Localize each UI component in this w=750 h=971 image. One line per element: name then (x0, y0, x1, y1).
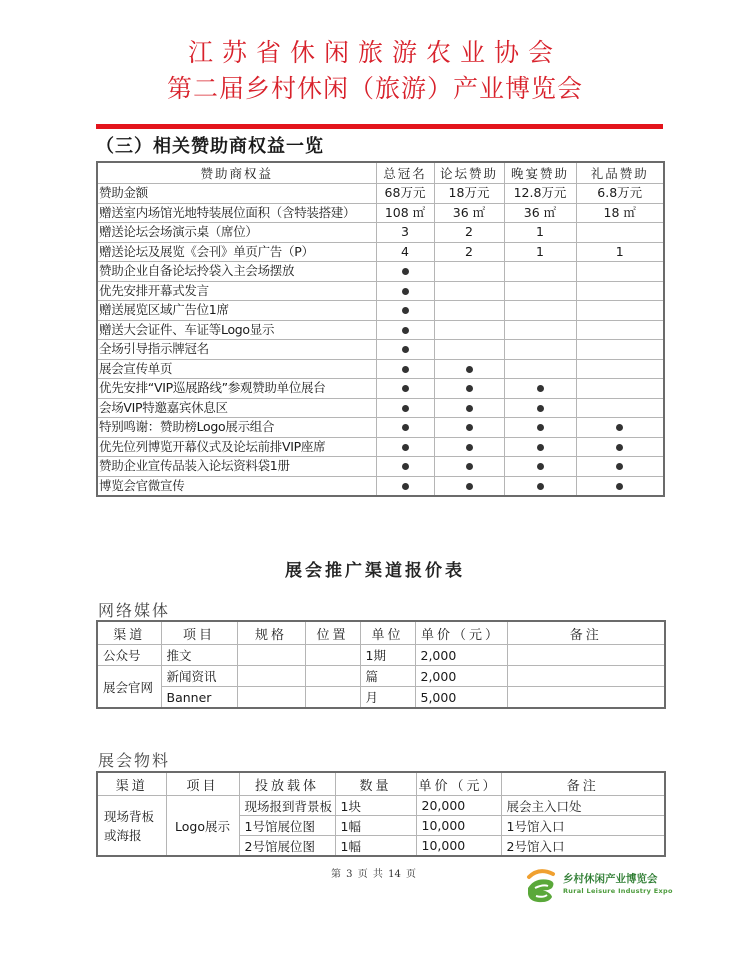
benefit-value: 18万元 (434, 184, 504, 204)
col-header-carrier: 投放载体 (239, 772, 335, 796)
cell-note: 展会主入口处 (501, 796, 665, 816)
cell-item: 推文 (161, 645, 237, 666)
cell-carrier: 现场报到背景板 (239, 796, 335, 816)
cell-price: 10,000 (416, 836, 501, 857)
benefit-included (376, 437, 434, 457)
cell-channel: 现场背板或海报 (97, 796, 166, 857)
benefit-included (376, 418, 434, 438)
benefit-value: 108 ㎡ (376, 203, 434, 223)
col-header-unit: 单位 (360, 621, 415, 645)
cell-unit: 篇 (360, 666, 415, 687)
benefit-value (576, 301, 664, 321)
col-header-note: 备注 (507, 621, 665, 645)
cell-note: 1号馆入口 (501, 816, 665, 836)
table-row (97, 320, 664, 340)
benefit-value (576, 320, 664, 340)
bullet-dot-icon (402, 366, 409, 373)
benefit-value (576, 340, 664, 360)
bullet-dot-icon (466, 385, 473, 392)
benefit-value (576, 398, 664, 418)
benefit-included (376, 262, 434, 282)
bullet-dot-icon (402, 405, 409, 412)
table-row (97, 340, 664, 360)
pricing-title: 展会推广渠道报价表 (285, 561, 465, 581)
benefit-included (434, 476, 504, 496)
logo-text-cn: 乡村休闲产业博览会 (563, 873, 658, 885)
table-header-row (97, 162, 664, 184)
benefit-value: 68万元 (376, 184, 434, 204)
benefit-label: 赠送大会证件、车证等Logo显示 (97, 320, 376, 340)
cell-position (305, 645, 360, 666)
bullet-dot-icon (537, 385, 544, 392)
expo-logo-icon (525, 868, 561, 904)
table-row (97, 262, 664, 282)
cell-quantity: 1幅 (335, 836, 416, 857)
benefit-value (576, 223, 664, 243)
col-header-gift-sponsor: 礼品赞助 (576, 162, 664, 184)
benefit-included (576, 457, 664, 477)
cell-carrier: 2号馆展位图 (239, 836, 335, 857)
cell-channel: 公众号 (97, 645, 161, 666)
bullet-dot-icon (402, 385, 409, 392)
bullet-dot-icon (466, 405, 473, 412)
benefit-label: 赞助企业宣传品装入论坛资料袋1册 (97, 457, 376, 477)
benefit-value (576, 379, 664, 399)
bullet-dot-icon (402, 346, 409, 353)
cell-quantity: 1幅 (335, 816, 416, 836)
benefit-label: 会场VIP特邀嘉宾休息区 (97, 398, 376, 418)
benefit-value (434, 281, 504, 301)
table-row (97, 398, 664, 418)
bullet-dot-icon (616, 444, 623, 451)
col-header-price: 单价（元） (415, 621, 507, 645)
benefit-included (576, 418, 664, 438)
benefit-value: 12.8万元 (504, 184, 576, 204)
benefit-label: 优先安排开幕式发言 (97, 281, 376, 301)
benefit-included (504, 476, 576, 496)
benefit-included (504, 457, 576, 477)
benefit-included (376, 457, 434, 477)
benefit-included (576, 476, 664, 496)
bullet-dot-icon (466, 463, 473, 470)
materials-heading: 展会物料 (98, 751, 171, 770)
bullet-dot-icon (402, 288, 409, 295)
col-header-forum-sponsor: 论坛赞助 (434, 162, 504, 184)
table-row (97, 281, 664, 301)
bullet-dot-icon (537, 483, 544, 490)
benefit-value (434, 262, 504, 282)
bullet-dot-icon (402, 327, 409, 334)
benefit-label: 赞助金额 (97, 184, 376, 204)
benefit-included (376, 340, 434, 360)
table-row (97, 379, 664, 399)
table-row (97, 476, 664, 496)
online-media-heading: 网络媒体 (98, 601, 171, 620)
benefit-value: 1 (504, 242, 576, 262)
bullet-dot-icon (466, 444, 473, 451)
benefit-label: 博览会官微宣传 (97, 476, 376, 496)
benefit-value: 18 ㎡ (576, 203, 664, 223)
benefit-value (504, 359, 576, 379)
cell-spec (237, 645, 305, 666)
bullet-dot-icon (466, 366, 473, 373)
table-row (97, 242, 664, 262)
table-row (97, 359, 664, 379)
benefit-value: 1 (504, 223, 576, 243)
benefit-included (376, 476, 434, 496)
col-header-quantity: 数量 (335, 772, 416, 796)
cell-note (507, 687, 665, 709)
benefit-included (376, 301, 434, 321)
col-header-price: 单价（元） (416, 772, 501, 796)
page-number: 第 3 页 共 14 页 (331, 869, 416, 880)
benefit-value (504, 262, 576, 282)
benefit-label: 赞助企业自备论坛拎袋入主会场摆放 (97, 262, 376, 282)
benefit-value (504, 301, 576, 321)
online-media-table (96, 620, 666, 709)
benefit-value: 3 (376, 223, 434, 243)
benefit-included (376, 398, 434, 418)
benefit-value (434, 340, 504, 360)
sponsor-benefits-table (96, 161, 665, 497)
col-header-title-sponsor: 总冠名 (376, 162, 434, 184)
cell-price: 2,000 (415, 666, 507, 687)
benefit-included (504, 418, 576, 438)
benefit-included (504, 379, 576, 399)
cell-position (305, 666, 360, 687)
cell-carrier: 1号馆展位图 (239, 816, 335, 836)
benefit-value: 1 (576, 242, 664, 262)
table-row (97, 796, 665, 816)
col-header-note: 备注 (501, 772, 665, 796)
bullet-dot-icon (537, 463, 544, 470)
cell-item: Logo展示 (166, 796, 239, 857)
table-row (97, 203, 664, 223)
table-row (97, 223, 664, 243)
benefit-value: 4 (376, 242, 434, 262)
benefit-included (434, 359, 504, 379)
header-divider (96, 124, 663, 129)
bullet-dot-icon (402, 483, 409, 490)
sponsor-section-heading: （三）相关赞助商权益一览 (96, 136, 324, 157)
org-title: 江苏省休闲旅游农业协会 (187, 38, 562, 67)
col-header-item: 项目 (161, 621, 237, 645)
bullet-dot-icon (402, 463, 409, 470)
table-row (97, 301, 664, 321)
col-header-position: 位置 (305, 621, 360, 645)
benefit-value: 36 ㎡ (504, 203, 576, 223)
benefit-value (576, 359, 664, 379)
bullet-dot-icon (402, 268, 409, 275)
benefit-included (434, 398, 504, 418)
benefit-label: 全场引导指示牌冠名 (97, 340, 376, 360)
cell-unit: 1期 (360, 645, 415, 666)
benefit-value: 36 ㎡ (434, 203, 504, 223)
bullet-dot-icon (616, 424, 623, 431)
benefit-label: 特别鸣谢：赞助榜Logo展示组合 (97, 418, 376, 438)
bullet-dot-icon (466, 424, 473, 431)
bullet-dot-icon (616, 483, 623, 490)
benefit-value (504, 281, 576, 301)
materials-table (96, 771, 666, 857)
benefit-included (434, 437, 504, 457)
benefit-label: 赠送室内场馆光地特装展位面积（含特装搭建） (97, 203, 376, 223)
table-row (97, 418, 664, 438)
table-header-row (97, 772, 665, 796)
bullet-dot-icon (537, 444, 544, 451)
benefit-included (376, 320, 434, 340)
benefit-label: 赠送论坛及展览《会刊》单页广告（P） (97, 242, 376, 262)
cell-spec (237, 687, 305, 709)
table-row (97, 666, 665, 687)
benefit-included (376, 379, 434, 399)
logo-text-en: Rural Leisure Industry Expo (563, 887, 673, 895)
benefit-value (504, 340, 576, 360)
col-header-item: 项目 (166, 772, 239, 796)
cell-price: 10,000 (416, 816, 501, 836)
cell-spec (237, 666, 305, 687)
cell-note (507, 645, 665, 666)
cell-item: Banner (161, 687, 237, 709)
cell-item: 新闻资讯 (161, 666, 237, 687)
benefit-label: 优先位列博览开幕仪式及论坛前排VIP座席 (97, 437, 376, 457)
bullet-dot-icon (537, 424, 544, 431)
benefit-included (576, 437, 664, 457)
benefit-value: 2 (434, 223, 504, 243)
table-row (97, 184, 664, 204)
bullet-dot-icon (616, 463, 623, 470)
benefit-value (434, 301, 504, 321)
cell-unit: 月 (360, 687, 415, 709)
bullet-dot-icon (402, 307, 409, 314)
cell-price: 2,000 (415, 645, 507, 666)
benefit-value (576, 281, 664, 301)
benefit-included (504, 437, 576, 457)
col-header-banquet-sponsor: 晚宴赞助 (504, 162, 576, 184)
cell-note: 2号馆入口 (501, 836, 665, 857)
col-header-channel: 渠道 (97, 621, 161, 645)
table-row (97, 457, 664, 477)
benefit-label: 赠送论坛会场演示桌（席位） (97, 223, 376, 243)
benefit-label: 展会宣传单页 (97, 359, 376, 379)
benefit-value: 6.8万元 (576, 184, 664, 204)
table-header-row (97, 621, 665, 645)
benefit-value: 2 (434, 242, 504, 262)
cell-quantity: 1块 (335, 796, 416, 816)
cell-price: 20,000 (416, 796, 501, 816)
bullet-dot-icon (402, 424, 409, 431)
benefit-label: 赠送展览区域广告位1席 (97, 301, 376, 321)
expo-title: 第二届乡村休闲（旅游）产业博览会 (166, 74, 583, 103)
benefit-included (434, 379, 504, 399)
bullet-dot-icon (466, 483, 473, 490)
table-row (97, 645, 665, 666)
benefit-included (434, 418, 504, 438)
bullet-dot-icon (537, 405, 544, 412)
bullet-dot-icon (402, 444, 409, 451)
col-header-channel: 渠道 (97, 772, 166, 796)
table-row (97, 437, 664, 457)
benefit-label: 优先安排“VIP巡展路线”参观赞助单位展台 (97, 379, 376, 399)
cell-channel: 展会官网 (97, 666, 161, 709)
benefit-included (434, 457, 504, 477)
table-row (97, 687, 665, 709)
benefit-value (504, 320, 576, 340)
cell-price: 5,000 (415, 687, 507, 709)
benefit-value (576, 262, 664, 282)
benefit-included (376, 281, 434, 301)
benefit-value (434, 320, 504, 340)
col-header-spec: 规格 (237, 621, 305, 645)
cell-note (507, 666, 665, 687)
benefit-included (376, 359, 434, 379)
benefit-included (504, 398, 576, 418)
col-header-benefit: 赞助商权益 (97, 162, 376, 184)
cell-position (305, 687, 360, 709)
expo-logo (525, 868, 673, 904)
